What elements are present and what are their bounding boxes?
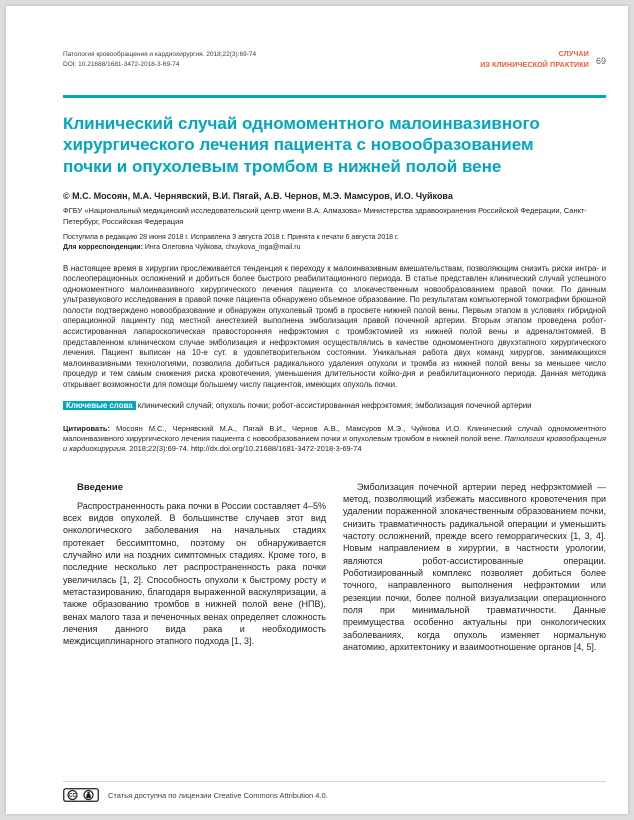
abstract-text: В настоящее время в хирургии прослеживается тенденция к переходу к малоинвазивным вмешательствам, позволяющим снизить риски интра- и послеоперационных осложнений и добиться более быстрого реабилитационного периода. В статье представлен клинический случай успешного одномоментного малоинвазивного хирургического лечения пациента со злокачественным новообразованием правой почки. По данным ультразвукового исследования в правой почке пациента обнаружено объемное образование. По результатам компьютерной томографии брюшной полости подтверждено новообразование и обнаружен опухолевый тромб в просвете нижней полой вены. Первым этапом в условиях гибридной операционной пациенту под местной анестезией выполнена эмболизация правой почечной артерии. Вторым этапом проведена робот-ассистированная лапароскопическая правосторонняя нефрэктомия с тромбэктомией из нижней полой вены и адреналэктомией. В представленном клиническом случае эмболизация и нефрэктомия осуществлялись в качестве одномоментного двухэтапного хирургического лечения. Пациент выписан на 10-е сут. в удовлетворительном состоянии. Уникальная работа двух команд хирургов, занимающихся малоинвазивными технологиями, позволила добиться радикального удаления опухоли и тромба из нижней полой вены за меньшее число процедур и тем самым снижения риска кровотечения, уменьшения длительности койко-дня и реабилитационного периода. Данная методика открывает возможности для помощи большему числу пациентов, имеющих опухоль почки. [63, 263, 606, 390]
page-header [63, 50, 606, 71]
citation-label: Цитировать: [63, 423, 110, 433]
citation-journal-name: Патология кровообращения и кардиохирургия. [63, 434, 606, 454]
license-text: Статья доступна по лицензии Creative Commons Attribution 4.0. [108, 790, 328, 800]
intro-heading: Введение [77, 481, 124, 493]
article-title: Клинический случай одномоментного малоинвазивного хирургического лечения пациента с новообразованием почки и опухолевым тромбом в нижней полой вене [63, 113, 540, 176]
intro-paragraph: Распространенность рака почки в России составляет 4–5% всех видов опухолей. В большинстве случаев этот вид онкологического заболевания на начальных стадиях протекает бессимптомно, поэтому он обнаруживается случайно или на поздних симптомных стадиях. Кроме того, в последние несколько лет распространенность рака почки увеличилась [1, 2]. Способность опухоли к быстрому росту и метастазированию, благодаря выраженной васкуляризации, а также образованию тромбов в нижней полой вене (НПВ), венах малого таза и печеночных венах определяет сложность лечения данного вида рака и необходимость междисциплинарного этапного подхода [1, 3]. [63, 500, 326, 647]
page-footer [63, 781, 606, 802]
citation-authors-title: Мосоян М.С., Чернявский М.А., Пягай В.И., Чернов А.В., Мамсуров М.Э., Чуйкова И.О. Клинический случай одномоментного малоинвазивного хирургического лечения пациента с новообразованием почки и опухолевым тромбом в нижней полой вене. [63, 423, 606, 444]
correspondence-label: Для корреспонденции: [63, 243, 143, 251]
journal-citation-line: Патология кровообращения и кардиохирургия. 2018;22(3):69-74 [63, 51, 257, 58]
doi-line: DOI: 10.21688/1681-3472-2018-3-69-74 [63, 61, 180, 69]
section-label [480, 50, 589, 71]
svg-text:CC: CC [68, 793, 77, 799]
citation-tail: 2018;22(3):69-74. [127, 444, 191, 454]
right-column [343, 481, 606, 654]
correspondence-email-link[interactable]: chuykova_inga@mail.ru [225, 243, 301, 251]
correspondence-name: Инга Олеговна Чуйкова, [142, 243, 226, 251]
page-number: 69 [595, 55, 606, 66]
section-label-line2: ИЗ КЛИНИЧЕСКОЙ ПРАКТИКИ [480, 61, 589, 69]
authors-line: © М.С. Мосоян, М.А. Чернявский, В.И. Пягай, А.В. Чернов, М.Э. Мамсуров, И.О. Чуйкова [63, 190, 453, 201]
keywords-text: клинический случай; опухоль почки; робот-ассистированная нефрэктомия; эмболизация почечной артерии [135, 400, 532, 410]
citation-block [63, 424, 606, 455]
received-dates: Поступила в редакцию 28 июня 2018 г. Исправлена 3 августа 2018 г. Принята к печати 6 августа 2018 г. [63, 233, 399, 241]
body-columns [63, 481, 606, 654]
affiliation: ФГБУ «Национальный медицинский исследовательский центр имени В.А. Алмазова» Министерства здравоохранения Российской Федерации, Санкт-Петербург, Российская Федерация [63, 205, 587, 226]
right-column-paragraph: Эмболизация почечной артерии перед нефрэктомией — метод, позволяющий избежать массивного кровотечения при удалении пораженной злокачественным образованием почки, снизить травматичность радикальной операции и уменьшить частоту осложнений, прежде всего геморрагических [1, 3, 4]. Новым направлением в хирургии, в частности урологии, являются робот-ассистированные операции. Роботизированный комплекс позволяет добиться более точного, направленного выполнения нефрэктомии или резекции почки, более полной визуализации операционного поля при минимальной травматичности. Данные преимущества особенно актуальны при онкологических заболеваниях, когда опухоль изменяет нормальную анатомию, архитектонику и взаимоотношение органов [4, 5]. [343, 481, 606, 652]
cc-by-license-icon[interactable] [63, 788, 99, 802]
citation-doi-url[interactable]: http://dx.doi.org/10.21688/1681-3472-2018-3-69-74 [190, 444, 362, 454]
section-label-line1: СЛУЧАИ [558, 51, 589, 58]
article-page [6, 6, 628, 814]
keywords-label-chip: Ключевые слова [63, 401, 136, 410]
correspondence-line [63, 244, 606, 251]
left-column [63, 481, 326, 654]
header-right [480, 50, 606, 71]
teal-divider [63, 95, 606, 98]
journal-meta [63, 50, 256, 70]
keywords-line [63, 400, 606, 411]
